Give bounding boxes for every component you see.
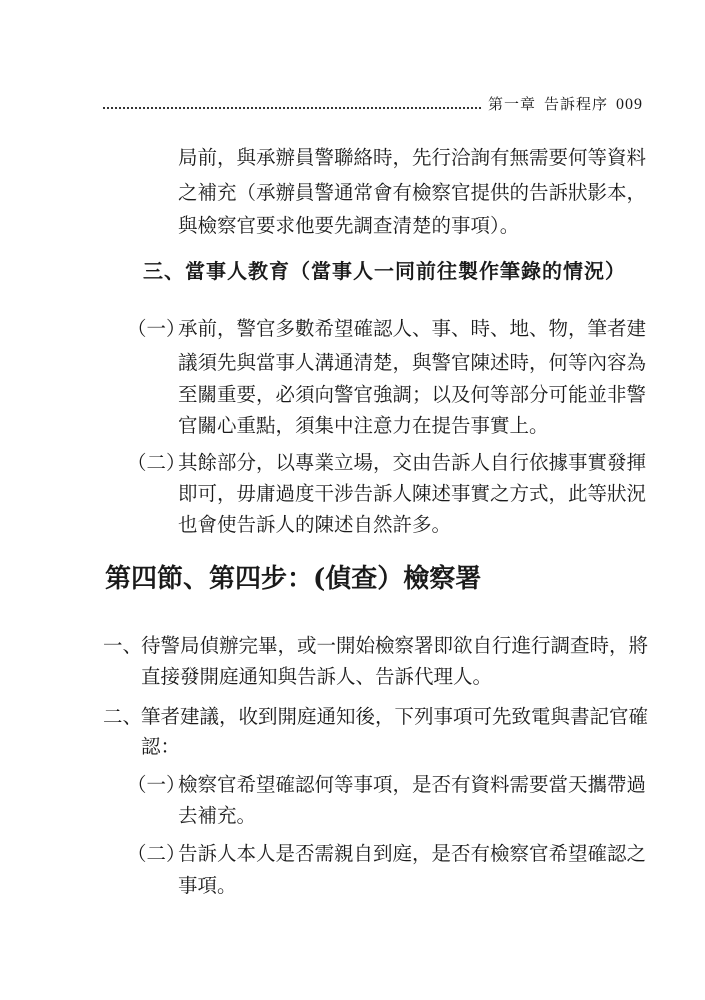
header-title: 告訴程序	[544, 95, 609, 113]
paragraph-line: 直接發開庭通知與告訴人、告訴代理人。	[141, 665, 493, 688]
paragraph-line: 檢察官希望確認何等事項，是否有資料需要當天攜帶過	[178, 773, 647, 796]
list-marker: 二、	[103, 705, 143, 728]
paragraph-line: 官關心重點，須集中注意力在提告事實上。	[178, 414, 549, 437]
paragraph-line: 至關重要，必須向警官強調；以及何等部分可能並非警	[178, 383, 647, 406]
intro-line: 局前，與承辦員警聯絡時，先行洽詢有無需要何等資料	[178, 146, 647, 169]
paragraph-line: 也會使告訴人的陳述自然許多。	[178, 513, 452, 536]
paragraph-line: 事項。	[178, 874, 237, 897]
header-dotted-rule	[103, 107, 481, 109]
header-chapter: 第一章	[488, 95, 537, 113]
list-marker: （一）	[127, 773, 186, 796]
paragraph-line: 承前，警官多數希望確認人、事、時、地、物，筆者建	[178, 317, 647, 340]
intro-line: 與檢察官要求他要先調查清楚的事項）。	[178, 214, 520, 237]
paragraph-line: 議須先與當事人溝通清楚，與警官陳述時，何等內容為	[178, 351, 647, 374]
running-header	[488, 93, 643, 114]
list-marker: （二）	[127, 842, 186, 865]
list-marker: 一、	[103, 634, 143, 657]
paragraph-line: 去補充。	[178, 804, 257, 827]
paragraph-line: 即可，毋庸過度干涉告訴人陳述事實之方式，此等狀況	[178, 482, 647, 505]
paragraph-line: 告訴人本人是否需親自到庭，是否有檢察官希望確認之	[178, 842, 647, 865]
paragraph-line: 其餘部分，以專業立場，交由告訴人自行依據事實發揮	[178, 451, 647, 474]
paragraph-line: 待警局偵辦完畢，或一開始檢察署即欲自行進行調查時，將	[141, 634, 649, 657]
intro-line: 之補充（承辦員警通常會有檢察官提供的告訴狀影本，	[178, 181, 647, 204]
page-number: 009	[616, 96, 644, 113]
paragraph-line: 筆者建議，收到開庭通知後，下列事項可先致電與書記官確	[141, 705, 649, 728]
section-heading-4: 第四節、第四步：(偵查）檢察署	[105, 564, 482, 594]
paragraph-line: 認：	[141, 735, 181, 758]
list-marker: （二）	[127, 451, 186, 474]
list-marker: （一）	[127, 317, 186, 340]
section-heading-3: 三、當事人教育（當事人一同前往製作筆錄的情況）	[143, 259, 626, 283]
